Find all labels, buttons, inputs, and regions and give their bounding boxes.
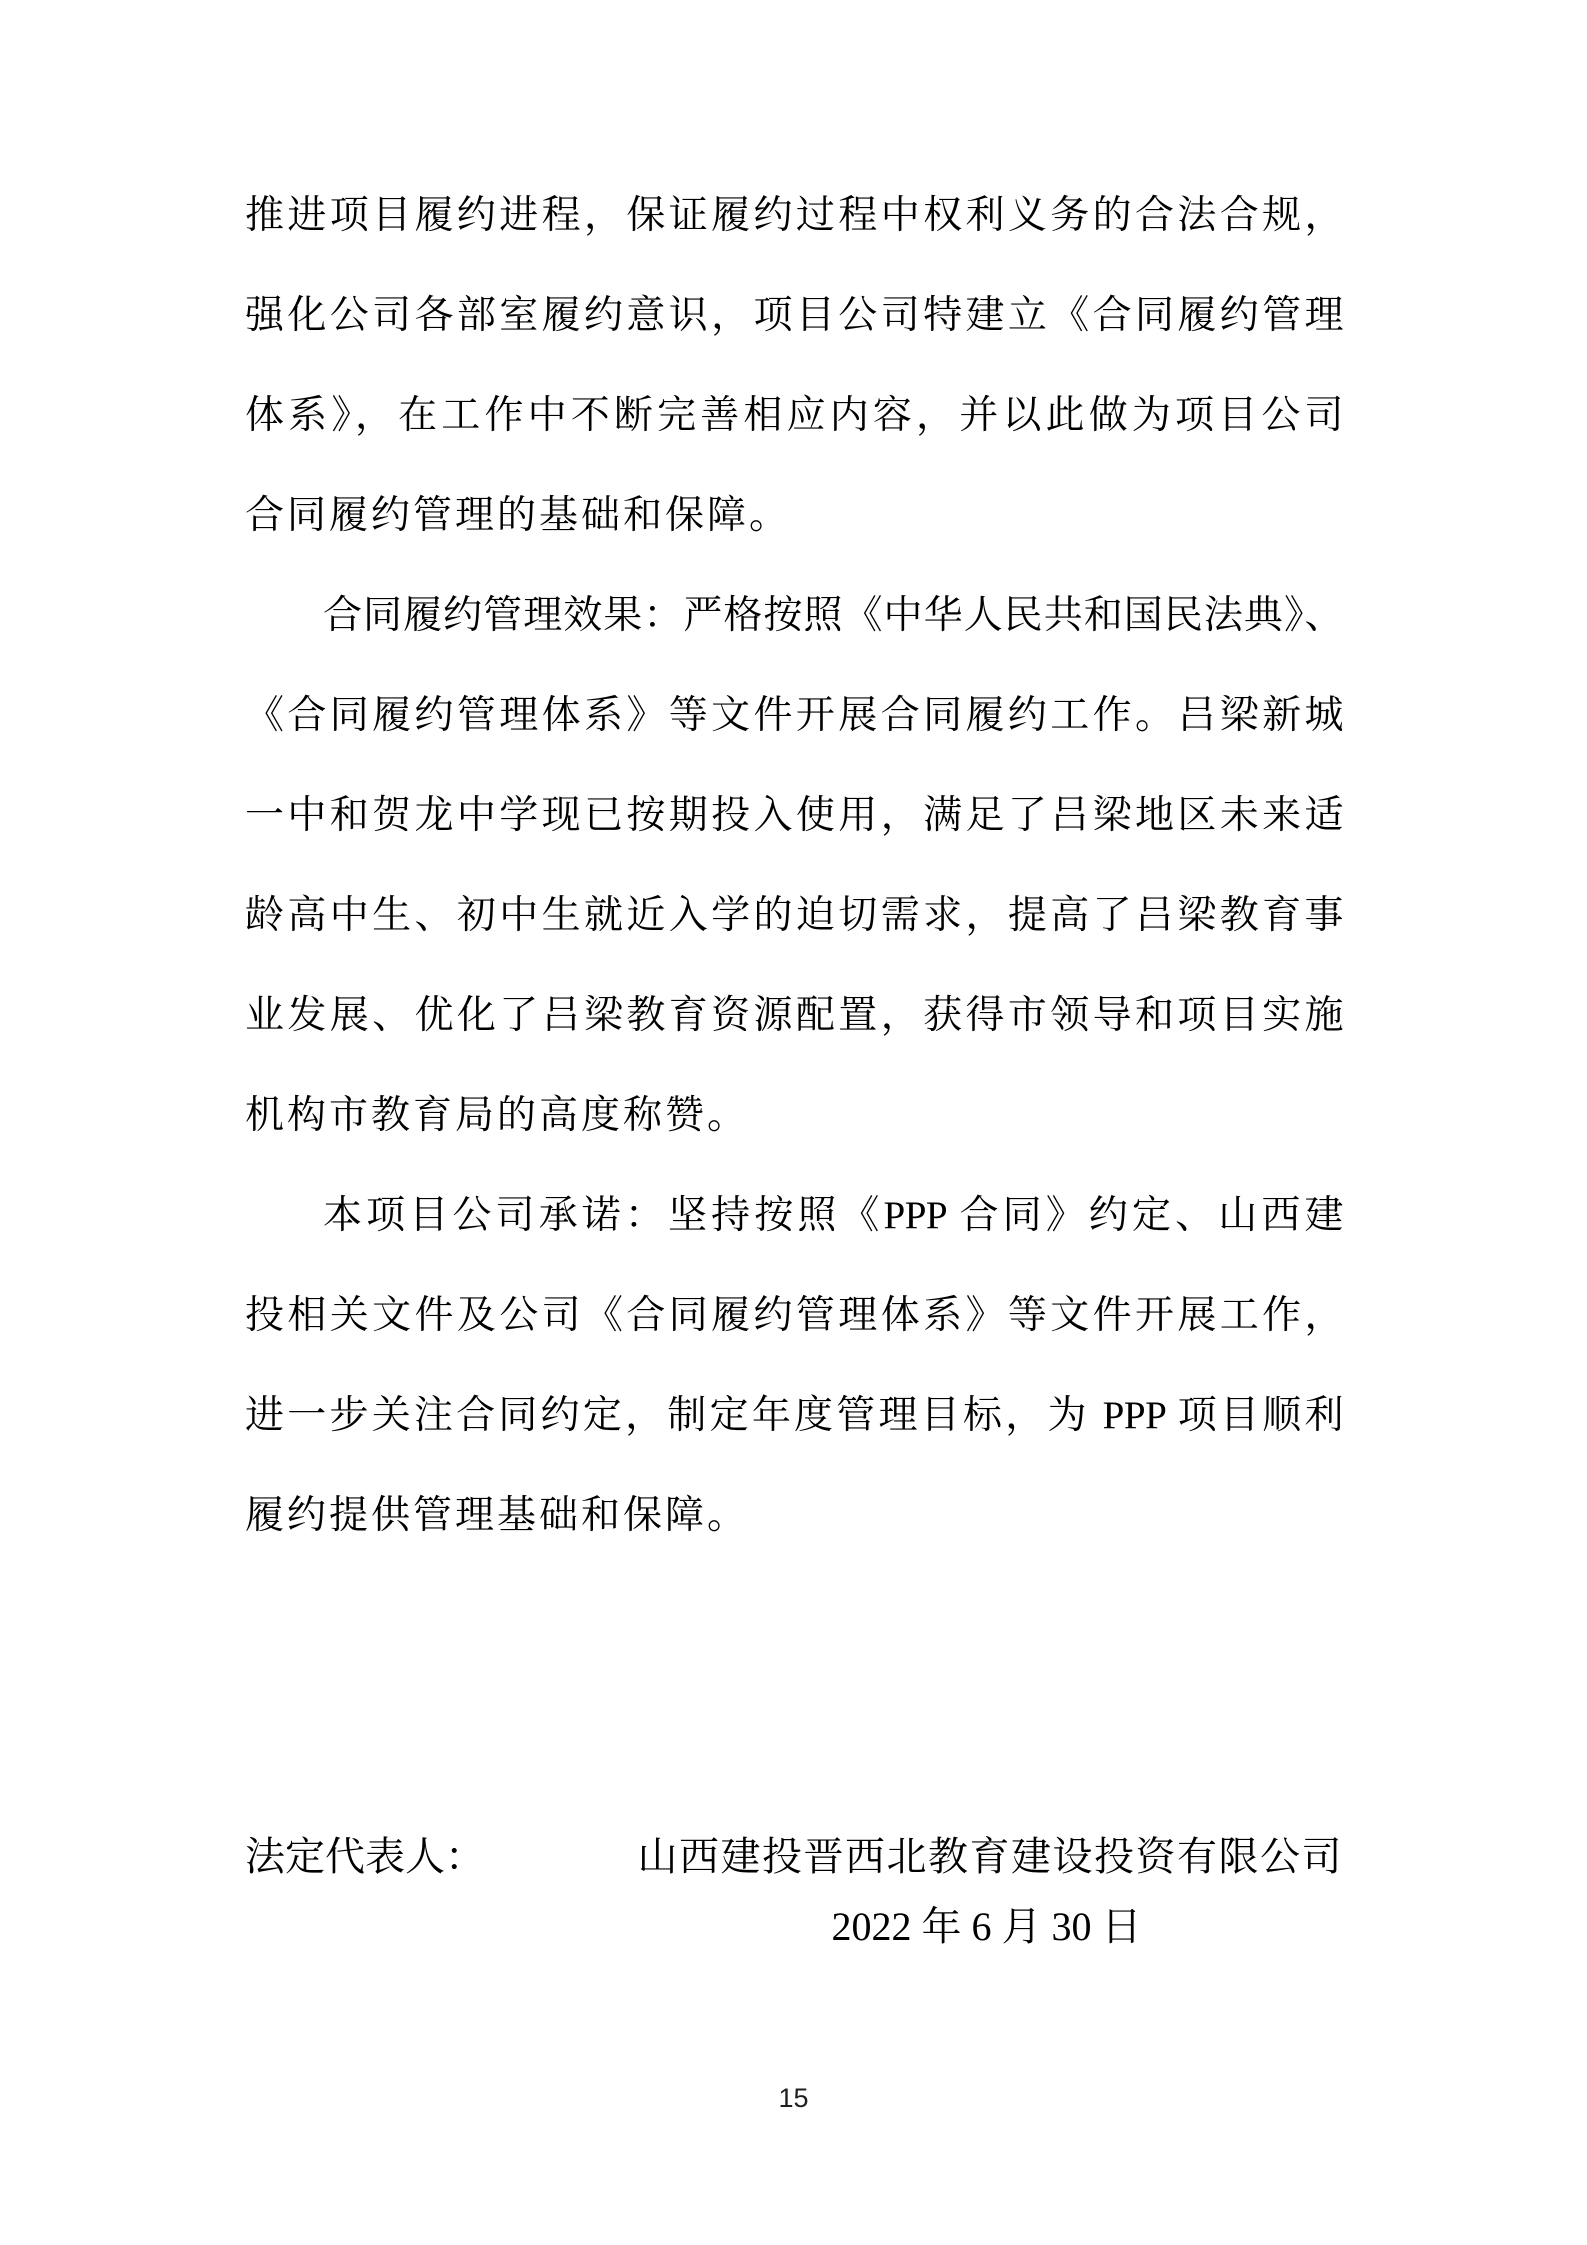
paragraph-line: 一中和贺龙中学现已按期投入使用，满足了吕梁地区未来适 (245, 794, 1343, 837)
paragraph-line: 龄高中生、初中生就近入学的迫切需求，提高了吕梁教育事 (245, 894, 1343, 937)
paragraph-line: 体系》，在工作中不断完善相应内容，并以此做为项目公司 (245, 394, 1343, 437)
paragraph-line: 履约提供管理基础和保障。 (245, 1494, 750, 1537)
signature-date: 2022 年 6 月 30 日 (831, 1904, 1142, 1949)
signature-block (245, 1827, 1343, 1887)
paragraph-line: 推进项目履约进程，保证履约过程中权利义务的合法合规， (245, 194, 1343, 237)
paragraph-line: 合同履约管理的基础和保障。 (245, 494, 792, 537)
paragraph-line: 进一步关注合同约定，制定年度管理目标，为 PPP 项目顺利 (245, 1394, 1343, 1437)
paragraph-line: 《合同履约管理体系》等文件开展合同履约工作。吕梁新城 (245, 694, 1343, 737)
paragraph-line: 投相关文件及公司《合同履约管理体系》等文件开展工作， (245, 1294, 1343, 1337)
paragraph-line: 业发展、优化了吕梁教育资源配置，获得市领导和项目实施 (245, 994, 1343, 1037)
paragraph-line: 机构市教育局的高度称赞。 (245, 1094, 750, 1137)
legal-representative-label: 法定代表人： (245, 1834, 485, 1879)
document-body (245, 166, 1343, 1566)
paragraph-line: 本项目公司承诺：坚持按照《PPP 合同》约定、山西建 (323, 1194, 1343, 1237)
paragraph-line: 强化公司各部室履约意识，项目公司特建立《合同履约管理 (245, 294, 1343, 337)
page-number: 15 (778, 2083, 809, 2113)
paragraph-line: 合同履约管理效果：严格按照《中华人民共和国民法典》、 (323, 594, 1343, 637)
company-name: 山西建投晋西北教育建设投资有限公司 (637, 1834, 1343, 1879)
